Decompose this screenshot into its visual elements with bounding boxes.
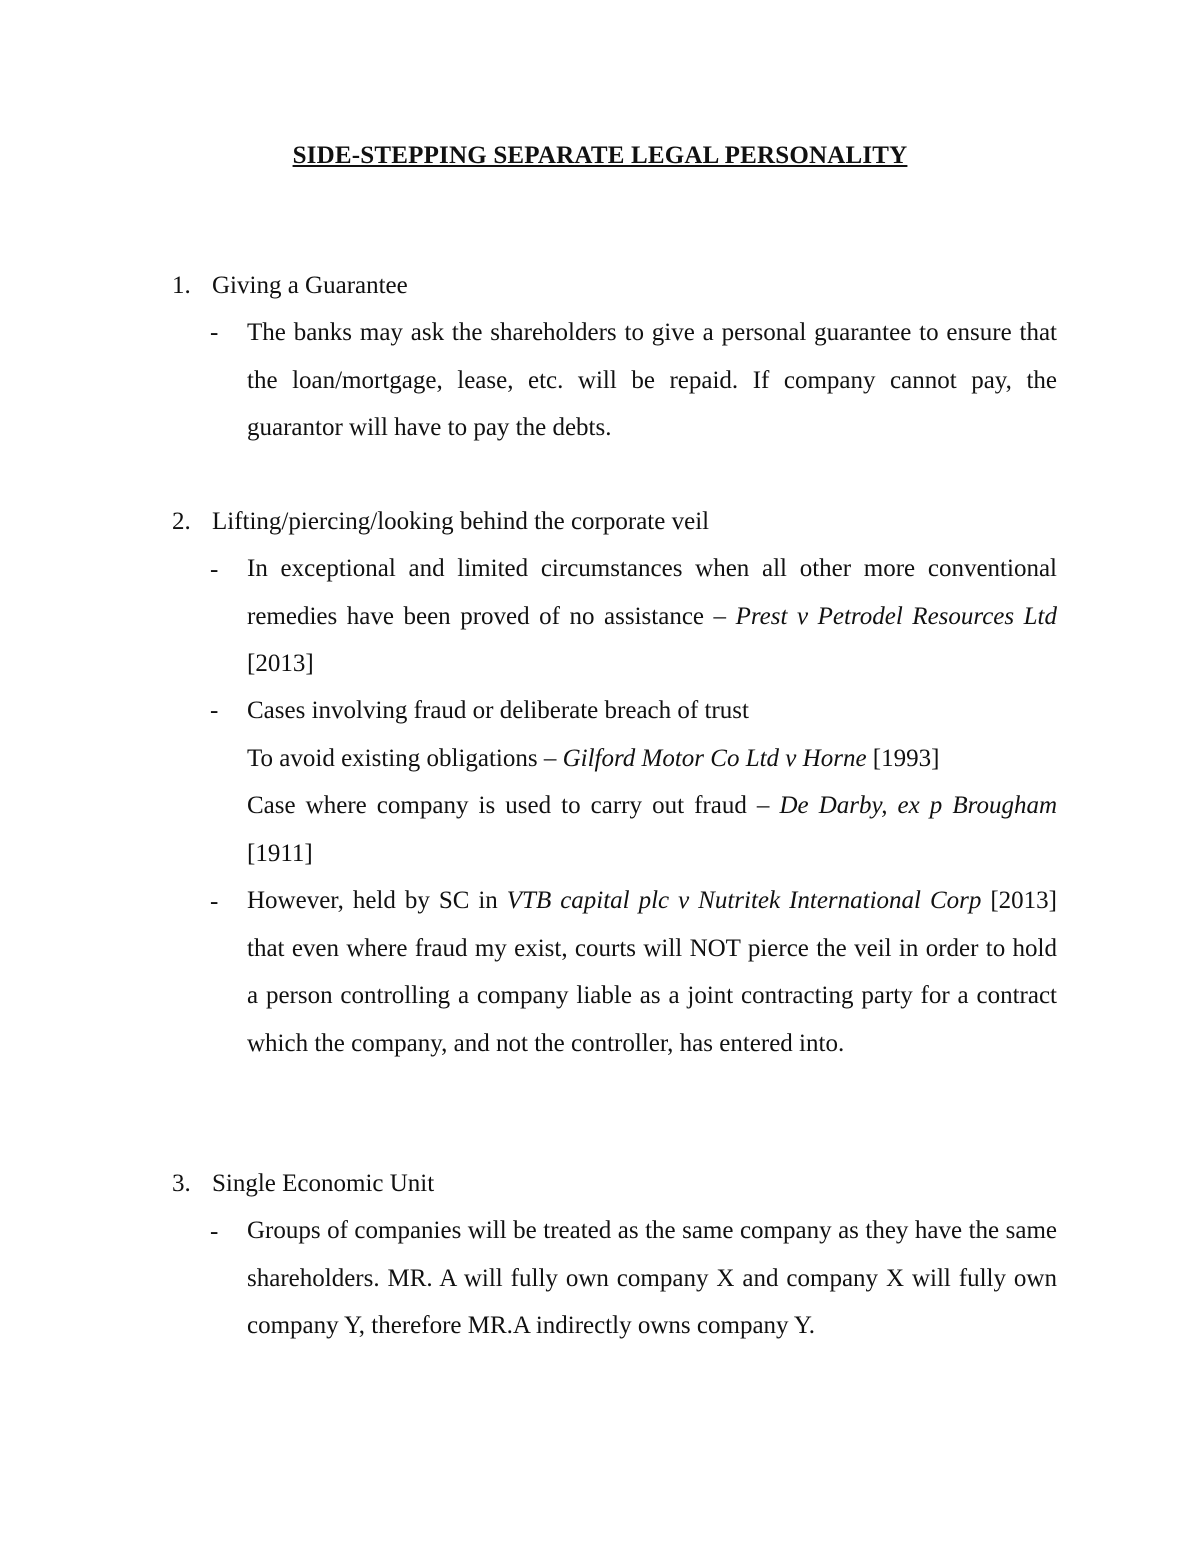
section-heading-2 bbox=[172, 506, 709, 538]
section-title: Single Economic Unit bbox=[212, 1170, 435, 1197]
bullet-body: [2013] that even where fraud my exist, courts will NOT pierce the veil in order to hold a person controlling a company liable as a joint contracting party for a contract which the company, and not the controller, has entered into. bbox=[247, 887, 1057, 1057]
case-citation: Gilford Motor Co Ltd v Horne bbox=[562, 745, 867, 772]
sub-point-text: To avoid existing obligations – bbox=[247, 745, 557, 772]
bullet-text bbox=[247, 545, 1057, 688]
bullet-marker: - bbox=[210, 319, 219, 346]
bullet-marker: - bbox=[210, 697, 219, 724]
sub-point-text: Case where company is used to carry out fraud – bbox=[247, 792, 770, 819]
section-number: 3. bbox=[172, 1170, 191, 1197]
case-citation: Prest v Petrodel Resources Ltd bbox=[735, 602, 1058, 630]
bullet-text bbox=[247, 877, 1057, 1067]
bullet-text bbox=[247, 1207, 1057, 1350]
section-heading-3 bbox=[172, 1168, 434, 1200]
case-citation: De Darby, ex p Brougham bbox=[779, 792, 1057, 819]
document-title: SIDE-STEPPING SEPARATE LEGAL PERSONALITY bbox=[292, 142, 908, 169]
case-citation: VTB capital plc v Nutritek International Corp bbox=[506, 887, 982, 914]
bullet-marker: - bbox=[210, 556, 219, 583]
case-year: [1911] bbox=[247, 839, 313, 867]
case-year: [2013] bbox=[247, 650, 314, 677]
bullet-body: Groups of companies will be treated as the same company as they have the same shareholders. MR. A will fully own company X and company X will fully own company Y, therefore MR.A indirectly owns company Y. bbox=[247, 1217, 1057, 1339]
section-number: 2. bbox=[172, 508, 191, 535]
sub-point bbox=[247, 735, 1057, 783]
section-title: Lifting/piercing/looking behind the corporate veil bbox=[212, 508, 710, 535]
bullet-text bbox=[247, 687, 1057, 735]
bullet-marker: - bbox=[210, 888, 219, 915]
section-heading-1 bbox=[172, 270, 408, 302]
section-number: 1. bbox=[172, 272, 191, 299]
bullet-body: In exceptional and limited circumstances when all other more conventional remedies have been proved of no assistance – bbox=[247, 555, 1057, 630]
bullet-marker: - bbox=[210, 1218, 219, 1245]
sub-point bbox=[247, 782, 1057, 877]
bullet-text bbox=[247, 309, 1057, 452]
section-title: Giving a Guarantee bbox=[212, 272, 408, 299]
bullet-body: Cases involving fraud or deliberate breach of trust bbox=[247, 697, 749, 724]
bullet-lead: However, held by SC in bbox=[247, 887, 498, 914]
case-year: [1993] bbox=[872, 745, 940, 772]
bullet-body: The banks may ask the shareholders to give a personal guarantee to ensure that the loan/mortgage, lease, etc. will be repaid. If company cannot pay, the guarantor will have to pay the debts. bbox=[247, 319, 1057, 441]
